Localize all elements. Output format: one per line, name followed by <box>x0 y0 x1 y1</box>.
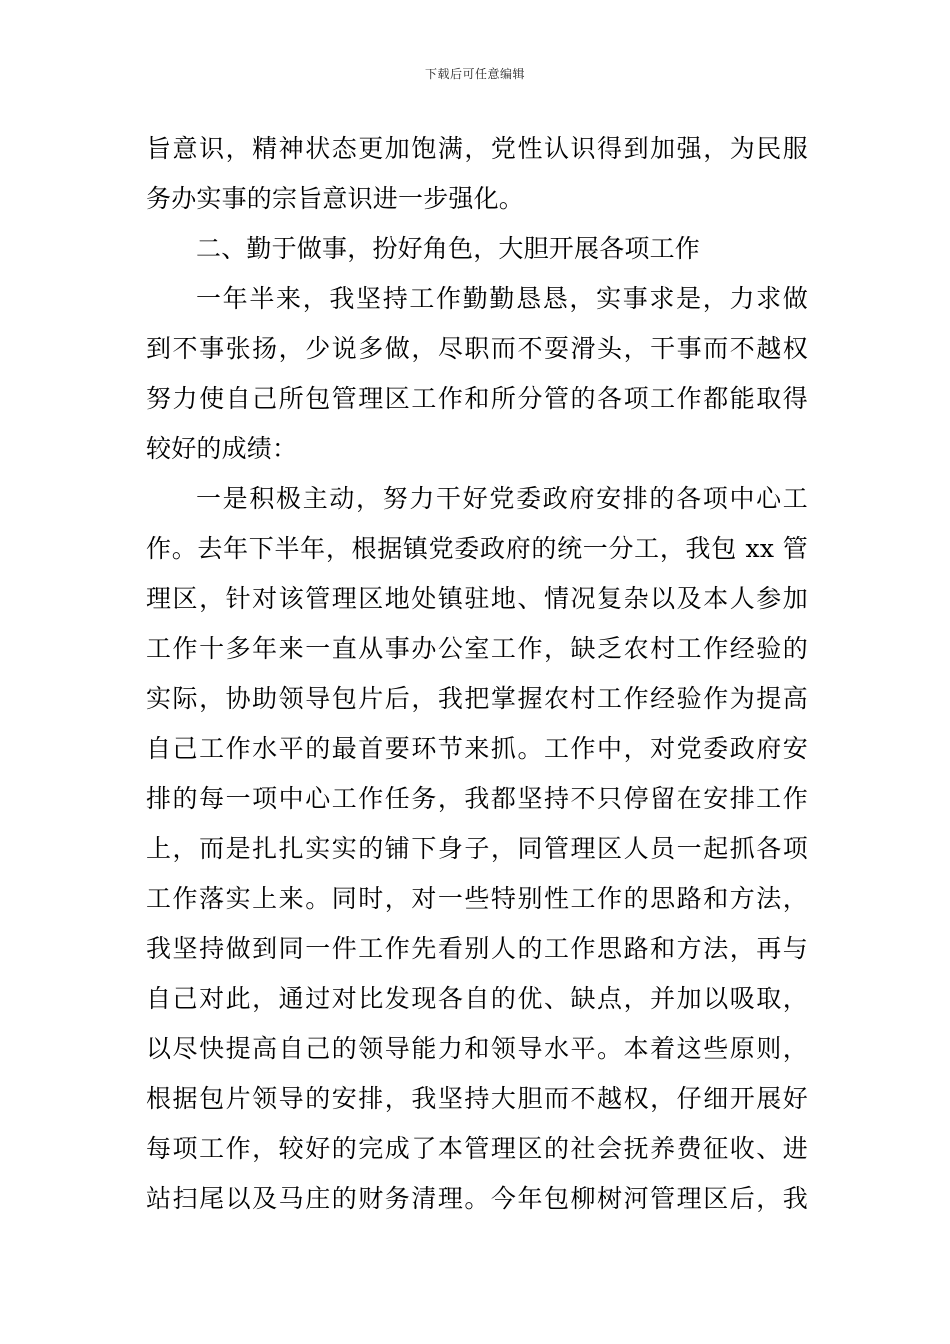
text-line: 一年半来，我坚持工作勤勤恳恳，实事求是，力求做 <box>196 284 808 313</box>
text-line: 实际，协助领导包片后，我把掌握农村工作经验作为提高 <box>146 684 808 713</box>
text-line: 工作落实上来。同时，对一些特别性工作的思路和方法， <box>146 884 808 913</box>
text-line: 一是积极主动，努力干好党委政府安排的各项中心工 <box>196 484 808 513</box>
text-line: 站扫尾以及马庄的财务清理。今年包柳树河管理区后，我 <box>146 1184 808 1213</box>
text-line: 作。去年下半年，根据镇党委政府的统一分工，我包 xx 管 <box>146 534 808 563</box>
text-line: 努力使自己所包管理区工作和所分管的各项工作都能取得 <box>146 384 808 413</box>
text-line: 到不事张扬，少说多做，尽职而不耍滑头，干事而不越权 <box>146 334 808 363</box>
text-line: 以尽快提高自己的领导能力和领导水平。本着这些原则， <box>146 1034 808 1063</box>
section-heading: 二、勤于做事，扮好角色，大胆开展各项工作 <box>196 234 701 263</box>
text-line: 每项工作，较好的完成了本管理区的社会抚养费征收、进 <box>146 1134 808 1163</box>
text-line: 排的每一项中心工作任务，我都坚持不只停留在安排工作 <box>146 784 808 813</box>
text-line: 上，而是扎扎实实的铺下身子，同管理区人员一起抓各项 <box>146 834 808 863</box>
text-line: 根据包片领导的安排，我坚持大胆而不越权，仔细开展好 <box>146 1084 808 1113</box>
text-line: 较好的成绩： <box>146 434 298 463</box>
text-line: 务办实事的宗旨意识进一步强化。 <box>146 184 525 213</box>
text-line: 旨意识，精神状态更加饱满，党性认识得到加强，为民服 <box>146 134 808 163</box>
text-line: 自己工作水平的最首要环节来抓。工作中，对党委政府安 <box>146 734 808 763</box>
text-line: 我坚持做到同一件工作先看别人的工作思路和方法，再与 <box>146 934 808 963</box>
page-header: 下载后可任意编辑 <box>424 67 525 81</box>
text-line: 理区，针对该管理区地处镇驻地、情况复杂以及本人参加 <box>146 584 808 613</box>
body-text <box>146 124 808 1224</box>
text-line: 自己对此，通过对比发现各自的优、缺点，并加以吸取， <box>146 984 808 1013</box>
text-line: 工作十多年来一直从事办公室工作，缺乏农村工作经验的 <box>146 634 808 663</box>
